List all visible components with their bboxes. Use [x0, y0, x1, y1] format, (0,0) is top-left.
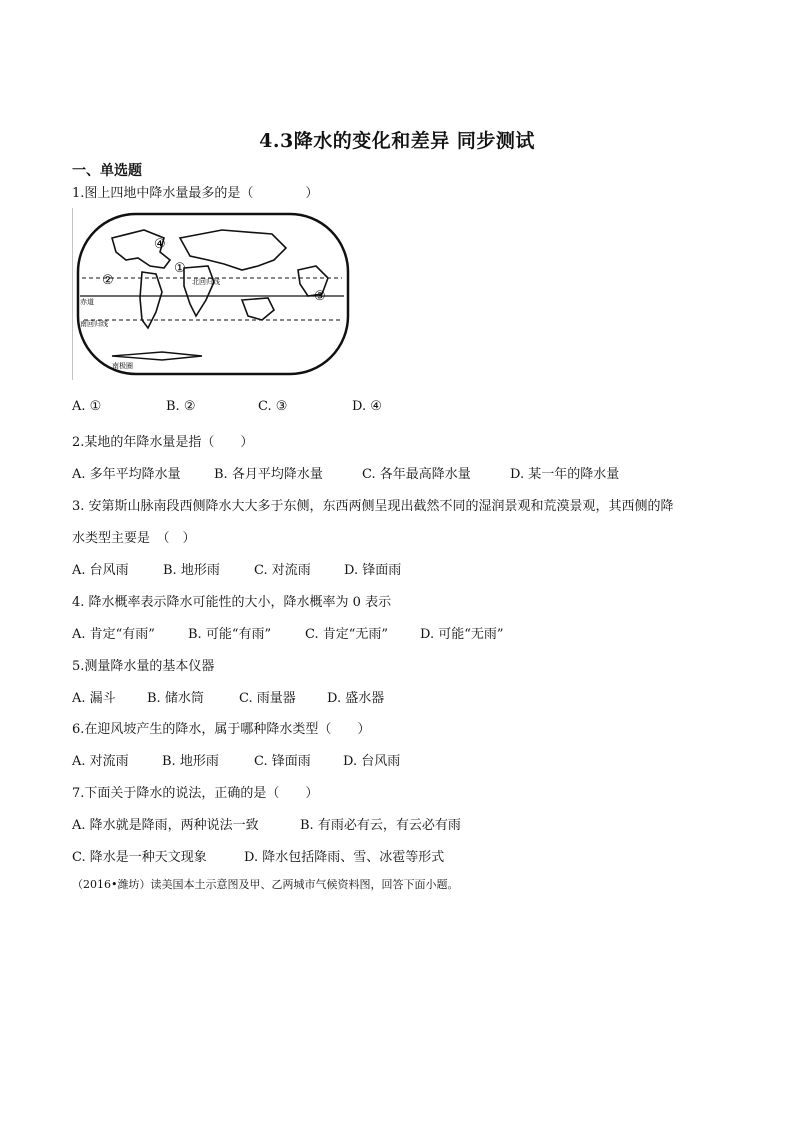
map-marker-2: ② [102, 273, 114, 288]
option-c[interactable]: C. 各年最高降水量 [362, 467, 471, 482]
map-label-north-tropic: 北回归线 [192, 278, 220, 286]
option-a[interactable]: A. 台风雨 [72, 563, 129, 578]
page-title: 4.3降水的变化和差异 同步测试 [259, 130, 535, 152]
question-3-stem: 3. 安第斯山脉南段西侧降水大大多于东侧，东西两侧呈现出截然不同的湿润景观和荒漠景观，其西侧的降 [72, 499, 674, 514]
question-2-options [72, 463, 619, 482]
option-c[interactable]: C. 肯定“无雨” [305, 627, 389, 642]
question-1-options [72, 399, 382, 414]
world-map-figure [72, 208, 352, 380]
option-a[interactable]: A. 漏斗 [72, 691, 116, 706]
question-7-options-row1 [72, 814, 461, 833]
map-marker-1: ① [174, 261, 186, 276]
map-label-antarctic: 南极圈 [112, 362, 133, 370]
question-2-stem: 2.某地的年降水量是指（ ） [72, 435, 254, 450]
map-label-equator: 赤道 [80, 298, 94, 306]
question-7-options-row2 [72, 846, 444, 865]
option-b[interactable]: B. 地形雨 [163, 563, 220, 578]
question-5-stem: 5.测量降水量的基本仪器 [72, 659, 215, 674]
option-b[interactable]: B. 储水筒 [147, 691, 204, 706]
option-d[interactable]: D. 可能“无雨” [420, 627, 504, 642]
question-7-stem: 7.下面关于降水的说法，正确的是（ ） [72, 786, 319, 801]
option-d[interactable]: D. 某一年的降水量 [510, 467, 620, 482]
option-c[interactable]: C. 锋面雨 [254, 754, 311, 769]
question-3-stem-continued: 水类型主要是 （ ） [72, 531, 196, 546]
option-d[interactable]: D. 锋面雨 [344, 563, 402, 578]
map-label-south-tropic: 南回归线 [80, 320, 108, 328]
question-6-options [72, 750, 400, 769]
map-marker-4: ④ [154, 237, 166, 252]
option-a[interactable]: A. 肯定“有雨” [72, 627, 155, 642]
option-b[interactable]: B. ② [166, 399, 196, 414]
option-d[interactable]: D. 盛水器 [327, 691, 385, 706]
question-3-options [72, 559, 401, 578]
section-heading: 一、单选题 [72, 163, 142, 179]
option-c[interactable]: C. ③ [258, 399, 288, 414]
question-4-options [72, 623, 504, 642]
option-b[interactable]: B. 可能“有雨” [188, 627, 272, 642]
option-a[interactable]: A. 降水就是降雨，两种说法一致 [72, 818, 259, 833]
option-d[interactable]: D. 台风雨 [343, 754, 401, 769]
option-b[interactable]: B. 各月平均降水量 [214, 467, 323, 482]
question-6-stem: 6.在迎风坡产生的降水，属于哪种降水类型（ ） [72, 722, 371, 737]
option-c[interactable]: C. 雨量器 [239, 691, 296, 706]
reading-note: （2016•潍坊）读美国本土示意图及甲、乙两城市气候资料图，回答下面小题。 [72, 878, 459, 891]
option-d[interactable]: D. ④ [352, 399, 382, 414]
option-c[interactable]: C. 对流雨 [254, 563, 311, 578]
question-4-stem: 4. 降水概率表示降水可能性的大小，降水概率为 0 表示 [72, 595, 392, 610]
map-marker-3: ③ [314, 289, 326, 304]
option-a[interactable]: A. 对流雨 [72, 754, 129, 769]
question-1-stem: 1.图上四地中降水量最多的是（ ） [72, 186, 319, 201]
option-d[interactable]: D. 降水包括降雨、雪、冰雹等形式 [244, 850, 445, 865]
option-c[interactable]: C. 降水是一种天文现象 [72, 850, 207, 865]
question-5-options [72, 687, 384, 706]
option-a[interactable]: A. ① [72, 399, 102, 414]
option-b[interactable]: B. 地形雨 [162, 754, 219, 769]
option-a[interactable]: A. 多年平均降水量 [72, 467, 181, 482]
option-b[interactable]: B. 有雨必有云，有云必有雨 [300, 818, 461, 833]
